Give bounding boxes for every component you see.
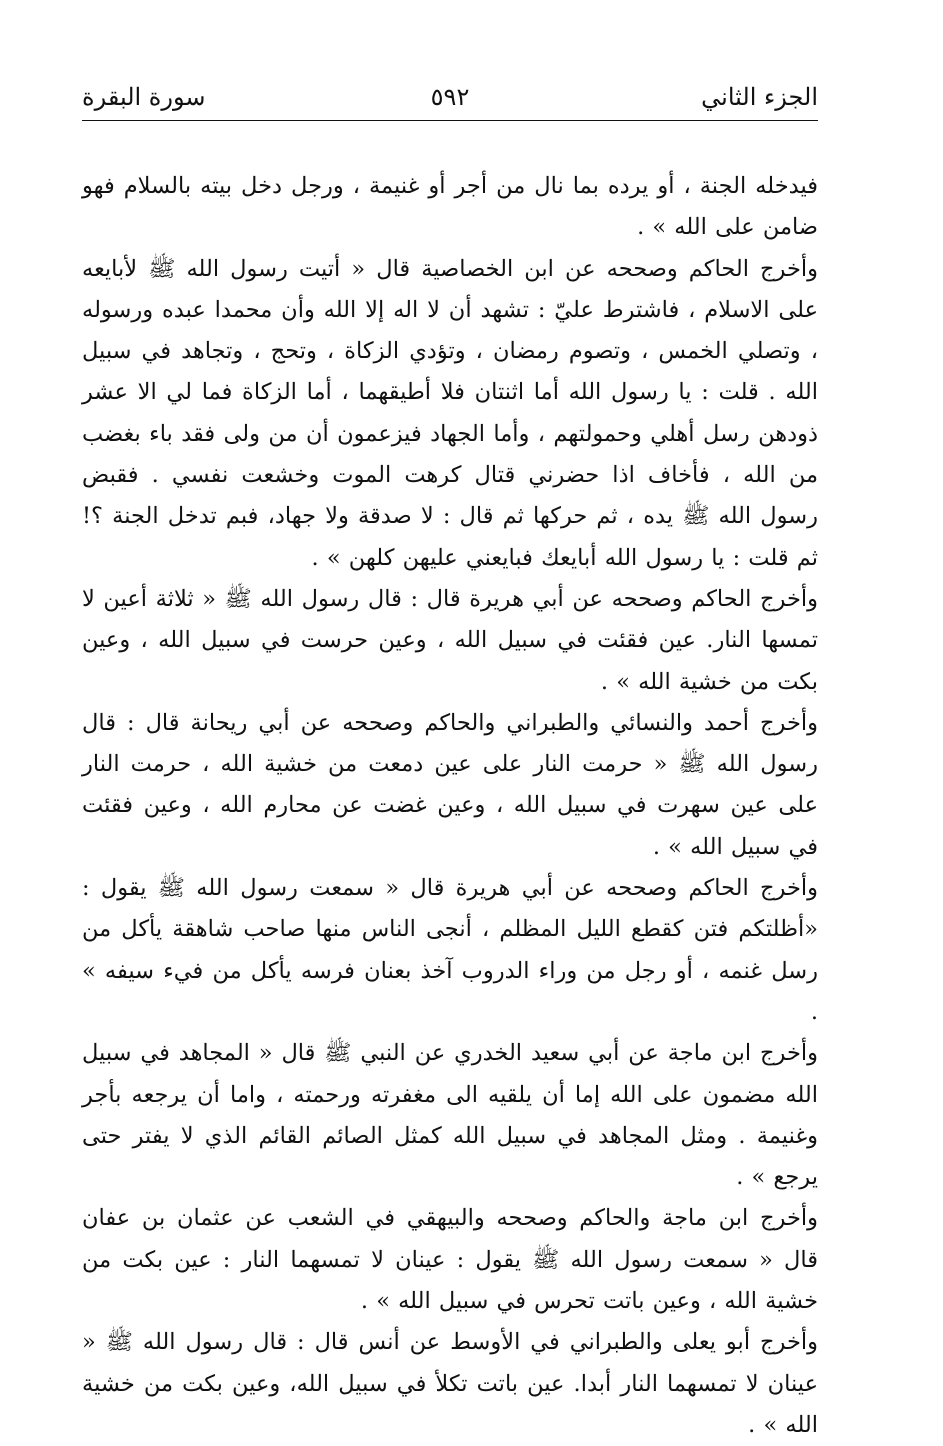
running-header	[82, 78, 818, 121]
page-body	[82, 166, 818, 1446]
surah-title: سورة البقرة	[82, 83, 206, 111]
paragraph-anas: وأخرج أبو يعلى والطبراني في الأوسط عن أنس قال : قال رسول الله ﷺ « عينان لا تمسهما النار أبدا. عين باتت تكلأ في سبيل الله، وعين بكت من خشية الله » .	[82, 1329, 818, 1438]
paragraph-three-eyes: وأخرج الحاكم وصححه عن أبي هريرة قال : قال رسول الله ﷺ « ثلاثة أعين لا تمسها النار. عين فقئت في سبيل الله ، وعين حرست في سبيل الله ، وعين بكت من خشية الله » .	[82, 585, 818, 695]
paragraph-abu-rayhana: وأخرج أحمد والنسائي والطبراني والحاكم وصححه عن أبي ريحانة قال : قال رسول الله ﷺ « حرمت النار على عين دمعت من خشية الله ، حرمت النار على عين سهرت في سبيل الله ، وعين غضت عن محارم الله ، وعين فقئت في سبيل الله » .	[82, 709, 818, 860]
part-title: الجزء الثاني	[701, 83, 818, 111]
page-number: ٥٩٢	[430, 83, 470, 111]
paragraph-mujahid: وأخرج ابن ماجة عن أبي سعيد الخدري عن النبي ﷺ قال « المجاهد في سبيل الله مضمون على الله إما أن يلقيه الى مغفرته ورحمته ، واما أن يرجعه بأجر وغنيمة . ومثل المجاهد في سبيل الله كمثل الصائم القائم الذي لا يفتر حتى يرجع » .	[82, 1040, 818, 1191]
paragraph-ibn-khasasiya: وأخرج الحاكم وصححه عن ابن الخصاصية قال « أتيت رسول الله ﷺ لأبايعه على الاسلام ، فاشترط عليّ : تشهد أن لا اله إلا الله وأن محمدا عبده ورسوله ، وتصلي الخمس ، وتصوم رمضان ، وتؤدي الزكاة ، وتحج ، وتجاهد في سبيل الله . قلت : يا رسول الله أما اثنتان فلا أطيقهما ، أما الزكاة فما لي الا عشر ذودهن رسل أهلي وحمولتهم ، وأما الجهاد فيزعمون أن من ولى فقد باء بغضب من الله ، فأخاف اذا حضرني قتال كرهت الموت وخشعت نفسي . فقبض رسول الله ﷺ يده ، ثم حركها ثم قال : لا صدقة ولا جهاد، فبم تدخل الجنة ؟! ثم قلت : يا رسول الله أبايعك فبايعني عليهن كلهن » .	[82, 255, 818, 571]
paragraph-uthman: وأخرج ابن ماجة والحاكم وصححه والبيهقي في الشعب عن عثمان بن عفان قال « سمعت رسول الله ﷺ يقول : عينان لا تمسهما النار : عين بكت من خشية الله ، وعين باتت تحرس في سبيل الله » .	[82, 1205, 818, 1315]
paragraph-continuation: فيدخله الجنة ، أو يرده بما نال من أجر أو غنيمة ، ورجل دخل بيته بالسلام فهو ضامن على الله » .	[82, 173, 818, 241]
book-page	[82, 78, 818, 1438]
paragraph-fitan: وأخرج الحاكم وصححه عن أبي هريرة قال « سمعت رسول الله ﷺ يقول : «أظلتكم فتن كقطع الليل المظلم ، أنجى الناس منها صاحب شاهقة يأكل من رسل غنمه ، أو رجل من وراء الدروب آخذ بعنان فرسه يأكل من فيء سيفه » .	[82, 875, 818, 1025]
